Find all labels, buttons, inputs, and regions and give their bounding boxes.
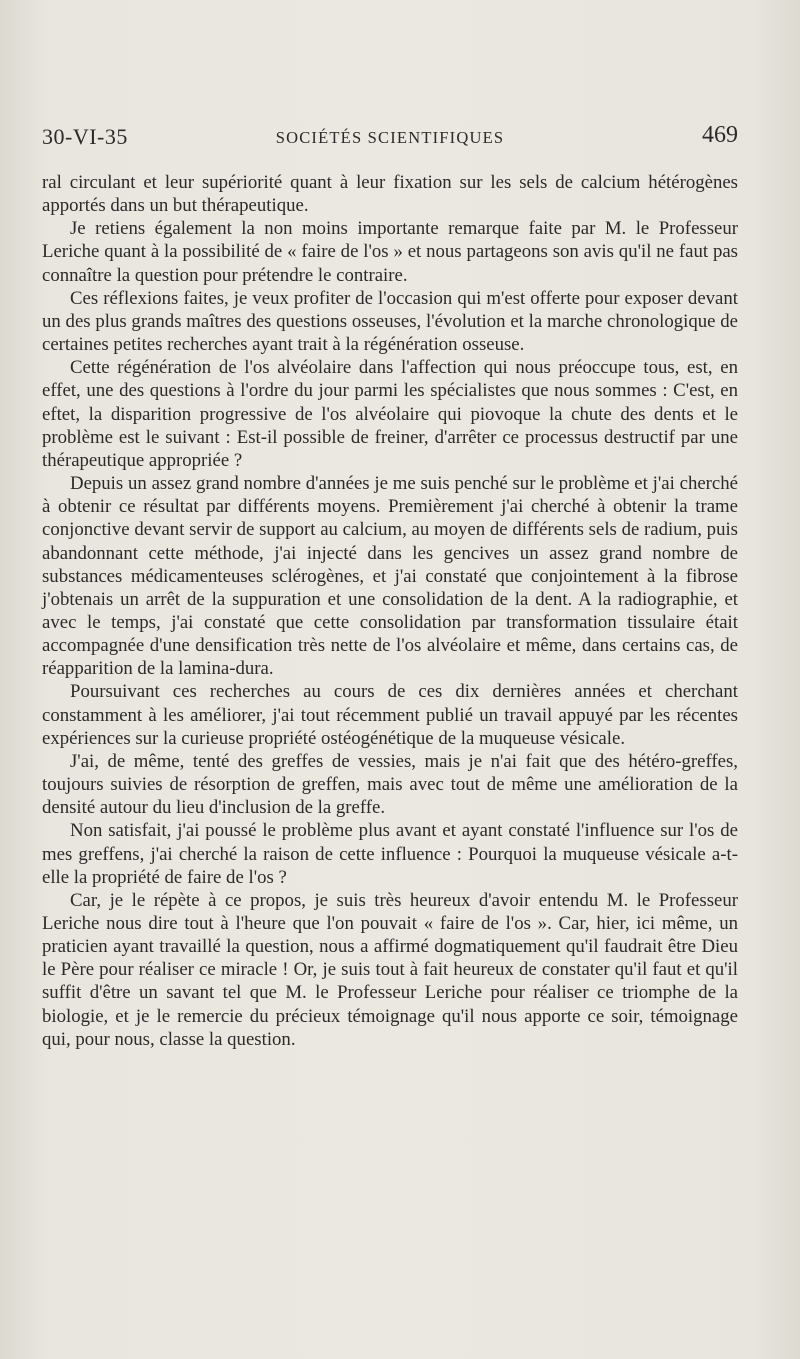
paragraph-1: ral circulant et leur supériorité quant à leur fixation sur les sels de calcium hétérogènes apportés dans un but thérapeutique.: [42, 172, 738, 217]
paragraph-6: Poursuivant ces recherches au cours de ces dix dernières années et cherchant constamment à les améliorer, j'ai tout récemment publié un travail appuyé par les récentes expériences sur la curieuse propriété ostéogénétique de la muqueuse vésicale.: [42, 681, 738, 749]
page-number: 469: [702, 122, 738, 148]
paragraph-7: J'ai, de même, tenté des greffes de vessies, mais je n'ai fait que des hétéro-greffes, toujours suivies de résorption de greffen, mais avec tout de même une amélioration de la densité autour du lieu d'inclusion de la greffe.: [42, 750, 738, 819]
header-date: 30-VI-35: [42, 124, 128, 149]
paragraph-8: Non satisfait, j'ai poussé le problème plus avant et ayant constaté l'influence sur l'os de mes greffens, j'ai cherché la raison de cette influence : Pourquoi la muqueuse vésicale a-t-elle la propriété de faire de l'os ?: [42, 820, 738, 888]
paragraph-5: Depuis un assez grand nombre d'années je me suis penché sur le problème et j'ai cherché à obtenir ce résultat par différents moyens. Premièrement j'ai cherché à obtenir la trame conjonctive devant servir de support au calcium, au moyen de différents sels de radium, puis abandonnant cette méthode, j'ai injecté dans les gencives un assez grand nombre de substances médicamenteuses sclérogènes, et j'ai constaté que conjointement à la fibrose j'obtenais un arrêt de la suppuration et une consolidation de la dent. A la radiographie, et avec le temps, j'ai constaté que cette consolidation par transformation tissulaire était accompagnée d'une densification très nette de l'os alvéolaire et même, dans certains cas, de réapparition de la lamina-dura.: [42, 473, 738, 680]
paragraph-3: Ces réflexions faites, je veux profiter de l'occasion qui m'est offerte pour exposer devant un des plus grands maîtres des questions osseuses, l'évolution et la marche chronologique de certaines petites recherches ayant trait à la régénération osseuse.: [42, 287, 738, 356]
header-title: SOCIÉTÉS SCIENTIFIQUES: [275, 128, 505, 147]
body-text: [42, 171, 738, 1051]
paragraph-4: Cette régénération de l'os alvéolaire dans l'affection qui nous préoccupe tous, est, en effet, une des questions à l'ordre du jour parmi les spécialistes que nous sommes : C'est, en eftet, la disparition progressive de l'os alvéolaire qui piovoque la chute des dents et le problème est le suivant : Est-il possible de freiner, d'arrêter ce processus destructif par une thérapeutique appropriée ?: [42, 357, 738, 471]
running-head: [42, 120, 738, 156]
paragraph-9: Car, je le répète à ce propos, je suis très heureux d'avoir entendu M. le Professeur Leriche nous dire tout à l'heure que l'on pouvait « faire de l'os ». Car, hier, ici même, un praticien ayant travaillé la question, nous a affirmé dogmatiquement qu'il faudrait être Dieu le Père pour réaliser ce miracle ! Or, je suis tout à fait heureux de constater qu'il faut et qu'il suffit d'être un savant tel que M. le Professeur Leriche pour réaliser ce triomphe de la biologie, et je le remercie du précieux témoignage qu'il nous apporte ce soir, témoignage qui, pour nous, classe la question.: [42, 889, 738, 1050]
paragraph-2: Je retiens également la non moins importante remarque faite par M. le Professeur Leriche quant à la possibilité de « faire de l'os » et nous partageons son avis qu'il ne faut pas connaître la question pour prétendre le contraire.: [42, 218, 738, 286]
